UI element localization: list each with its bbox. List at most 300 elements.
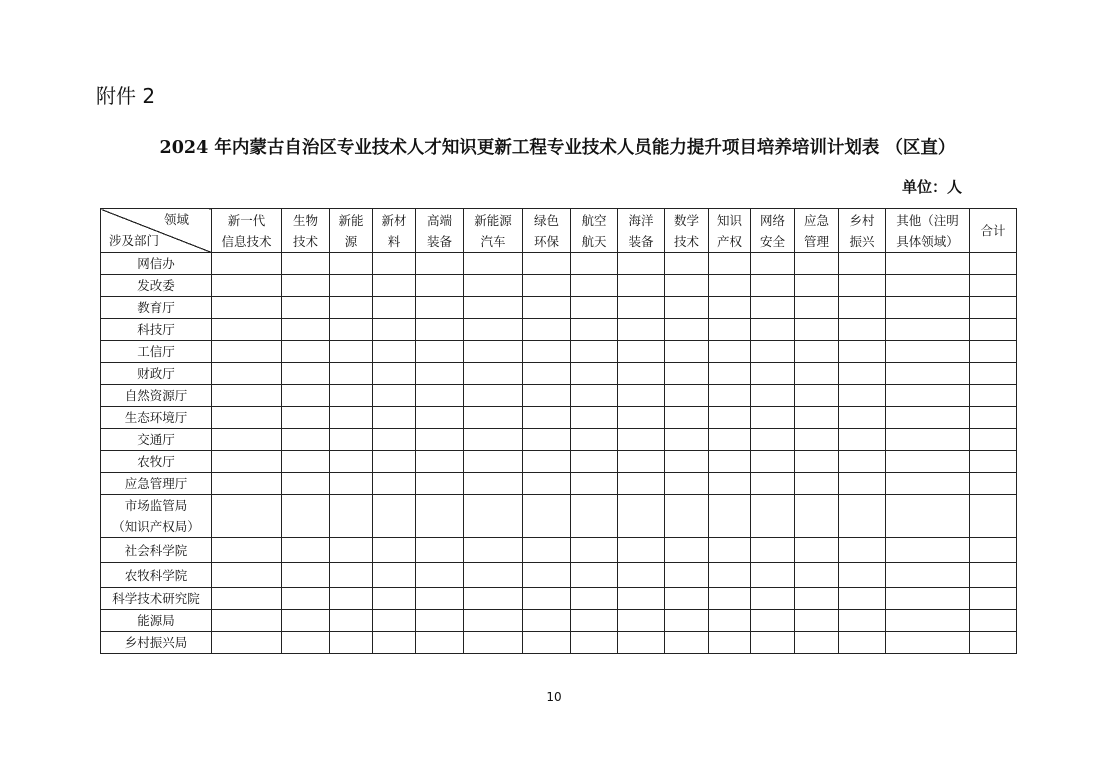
entry-cell[interactable]	[970, 385, 1017, 407]
entry-cell[interactable]	[571, 473, 618, 495]
entry-cell[interactable]	[464, 275, 523, 297]
entry-cell[interactable]	[464, 451, 523, 473]
entry-cell[interactable]	[839, 363, 886, 385]
entry-cell[interactable]	[282, 341, 330, 363]
entry-cell[interactable]	[464, 632, 523, 654]
entry-cell[interactable]	[709, 610, 751, 632]
entry-cell[interactable]	[373, 341, 416, 363]
department-label: 农牧厅	[137, 454, 175, 469]
entry-cell[interactable]	[665, 297, 709, 319]
entry-cell[interactable]	[795, 495, 839, 538]
entry-cell[interactable]	[464, 429, 523, 451]
entry-cell[interactable]	[416, 275, 464, 297]
entry-cell[interactable]	[464, 538, 523, 563]
entry-cell[interactable]	[282, 363, 330, 385]
entry-cell[interactable]	[464, 407, 523, 429]
column-header-line: 绿色	[533, 212, 559, 228]
entry-cell[interactable]	[618, 632, 665, 654]
entry-cell[interactable]	[709, 319, 751, 341]
entry-cell[interactable]	[795, 610, 839, 632]
entry-cell[interactable]	[970, 341, 1017, 363]
entry-cell[interactable]	[970, 275, 1017, 297]
entry-cell[interactable]	[795, 451, 839, 473]
column-header-line: 安全	[759, 233, 785, 249]
entry-cell[interactable]	[709, 407, 751, 429]
entry-cell[interactable]	[886, 275, 970, 297]
entry-cell[interactable]	[282, 275, 330, 297]
entry-cell[interactable]	[970, 429, 1017, 451]
entry-cell[interactable]	[416, 363, 464, 385]
entry-cell[interactable]	[839, 429, 886, 451]
entry-cell[interactable]	[416, 473, 464, 495]
department-label: 自然资源厅	[124, 388, 188, 403]
entry-cell[interactable]	[751, 632, 795, 654]
entry-cell[interactable]	[970, 632, 1017, 654]
entry-cell[interactable]	[665, 473, 709, 495]
entry-cell[interactable]	[464, 473, 523, 495]
entry-cell[interactable]	[886, 538, 970, 563]
entry-cell[interactable]	[665, 319, 709, 341]
entry-cell[interactable]	[618, 610, 665, 632]
department-label: 发改委	[137, 278, 175, 293]
entry-cell[interactable]	[886, 563, 970, 588]
entry-cell[interactable]	[282, 407, 330, 429]
entry-cell[interactable]	[751, 495, 795, 538]
entry-cell[interactable]	[373, 632, 416, 654]
entry-cell[interactable]	[839, 610, 886, 632]
column-header-line: 技术	[292, 233, 318, 249]
department-cell	[101, 473, 212, 495]
entry-cell[interactable]	[970, 253, 1017, 275]
entry-cell[interactable]	[212, 319, 282, 341]
entry-cell[interactable]	[523, 297, 571, 319]
entry-cell[interactable]	[709, 538, 751, 563]
entry-cell[interactable]	[970, 588, 1017, 610]
entry-cell[interactable]	[464, 563, 523, 588]
entry-cell[interactable]	[523, 275, 571, 297]
entry-cell[interactable]	[212, 632, 282, 654]
entry-cell[interactable]	[373, 407, 416, 429]
entry-cell[interactable]	[416, 407, 464, 429]
entry-cell[interactable]	[282, 632, 330, 654]
entry-cell[interactable]	[665, 407, 709, 429]
entry-cell[interactable]	[571, 319, 618, 341]
entry-cell[interactable]	[665, 429, 709, 451]
entry-cell[interactable]	[839, 275, 886, 297]
entry-cell[interactable]	[464, 363, 523, 385]
entry-cell[interactable]	[373, 538, 416, 563]
entry-cell[interactable]	[618, 429, 665, 451]
entry-cell[interactable]	[618, 495, 665, 538]
entry-cell[interactable]	[665, 538, 709, 563]
entry-cell[interactable]	[373, 610, 416, 632]
entry-cell[interactable]	[618, 451, 665, 473]
entry-cell[interactable]	[330, 451, 373, 473]
entry-cell[interactable]	[571, 275, 618, 297]
entry-cell[interactable]	[709, 341, 751, 363]
entry-cell[interactable]	[709, 588, 751, 610]
entry-cell[interactable]	[751, 429, 795, 451]
entry-cell[interactable]	[795, 473, 839, 495]
entry-cell[interactable]	[212, 429, 282, 451]
entry-cell[interactable]	[795, 538, 839, 563]
entry-cell[interactable]	[416, 538, 464, 563]
entry-cell[interactable]	[618, 275, 665, 297]
entry-cell[interactable]	[618, 363, 665, 385]
department-label: 社会科学院	[124, 542, 188, 558]
entry-cell[interactable]	[212, 407, 282, 429]
entry-cell[interactable]	[709, 451, 751, 473]
entry-cell[interactable]	[665, 632, 709, 654]
column-header-line: 信息技术	[221, 233, 272, 249]
entry-cell[interactable]	[839, 473, 886, 495]
entry-cell[interactable]	[886, 588, 970, 610]
entry-cell[interactable]	[373, 319, 416, 341]
entry-cell[interactable]	[886, 610, 970, 632]
entry-cell[interactable]	[373, 563, 416, 588]
entry-cell[interactable]	[212, 473, 282, 495]
entry-cell[interactable]	[330, 473, 373, 495]
entry-cell[interactable]	[523, 588, 571, 610]
entry-cell[interactable]	[571, 495, 618, 538]
entry-cell[interactable]	[282, 429, 330, 451]
entry-cell[interactable]	[618, 473, 665, 495]
department-label: 能源局	[137, 613, 175, 628]
entry-cell[interactable]	[618, 319, 665, 341]
entry-cell[interactable]	[709, 297, 751, 319]
entry-cell[interactable]	[665, 495, 709, 538]
entry-cell[interactable]	[330, 563, 373, 588]
entry-cell[interactable]	[330, 429, 373, 451]
entry-cell[interactable]	[970, 538, 1017, 563]
column-header	[373, 209, 416, 253]
entry-cell[interactable]	[795, 632, 839, 654]
entry-cell[interactable]	[464, 385, 523, 407]
entry-cell[interactable]	[523, 538, 571, 563]
entry-cell[interactable]	[330, 588, 373, 610]
entry-cell[interactable]	[571, 385, 618, 407]
column-header-line: 装备	[628, 233, 654, 249]
entry-cell[interactable]	[751, 473, 795, 495]
entry-cell[interactable]	[886, 319, 970, 341]
entry-cell[interactable]	[282, 253, 330, 275]
entry-cell[interactable]	[282, 610, 330, 632]
entry-cell[interactable]	[751, 341, 795, 363]
entry-cell[interactable]	[665, 275, 709, 297]
entry-cell[interactable]	[282, 451, 330, 473]
entry-cell[interactable]	[464, 495, 523, 538]
entry-cell[interactable]	[751, 588, 795, 610]
entry-cell[interactable]	[970, 319, 1017, 341]
entry-cell[interactable]	[282, 385, 330, 407]
department-cell	[101, 297, 212, 319]
entry-cell[interactable]	[709, 385, 751, 407]
department-label: 财政厅	[137, 366, 175, 381]
entry-cell[interactable]	[282, 319, 330, 341]
entry-cell[interactable]	[795, 588, 839, 610]
entry-cell[interactable]	[571, 538, 618, 563]
entry-cell[interactable]	[523, 610, 571, 632]
entry-cell[interactable]	[523, 429, 571, 451]
entry-cell[interactable]	[373, 451, 416, 473]
entry-cell[interactable]	[330, 610, 373, 632]
entry-cell[interactable]	[709, 495, 751, 538]
entry-cell[interactable]	[970, 407, 1017, 429]
entry-cell[interactable]	[330, 407, 373, 429]
entry-cell[interactable]	[665, 451, 709, 473]
entry-cell[interactable]	[709, 363, 751, 385]
entry-cell[interactable]	[330, 632, 373, 654]
entry-cell[interactable]	[373, 473, 416, 495]
department-label: 科技厅	[137, 322, 175, 337]
entry-cell[interactable]	[886, 407, 970, 429]
entry-cell[interactable]	[330, 275, 373, 297]
entry-cell[interactable]	[839, 538, 886, 563]
entry-cell[interactable]	[751, 363, 795, 385]
entry-cell[interactable]	[709, 563, 751, 588]
entry-cell[interactable]	[751, 563, 795, 588]
department-cell	[101, 385, 212, 407]
entry-cell[interactable]	[618, 385, 665, 407]
entry-cell[interactable]	[665, 563, 709, 588]
entry-cell[interactable]	[839, 632, 886, 654]
column-header-line: 产权	[716, 233, 742, 249]
entry-cell[interactable]	[373, 385, 416, 407]
entry-cell[interactable]	[795, 297, 839, 319]
entry-cell[interactable]	[839, 253, 886, 275]
entry-cell[interactable]	[212, 297, 282, 319]
entry-cell[interactable]	[523, 385, 571, 407]
entry-cell[interactable]	[416, 588, 464, 610]
entry-cell[interactable]	[839, 341, 886, 363]
column-header-line: 新能	[338, 212, 364, 228]
entry-cell[interactable]	[665, 341, 709, 363]
entry-cell[interactable]	[970, 563, 1017, 588]
entry-cell[interactable]	[795, 275, 839, 297]
column-header	[751, 209, 795, 253]
entry-cell[interactable]	[523, 451, 571, 473]
entry-cell[interactable]	[416, 385, 464, 407]
entry-cell[interactable]	[618, 563, 665, 588]
entry-cell[interactable]	[751, 407, 795, 429]
entry-cell[interactable]	[330, 341, 373, 363]
entry-cell[interactable]	[523, 632, 571, 654]
entry-cell[interactable]	[970, 363, 1017, 385]
entry-cell[interactable]	[523, 495, 571, 538]
entry-cell[interactable]	[373, 253, 416, 275]
entry-cell[interactable]	[751, 253, 795, 275]
entry-cell[interactable]	[330, 297, 373, 319]
entry-cell[interactable]	[416, 341, 464, 363]
entry-cell[interactable]	[970, 451, 1017, 473]
entry-cell[interactable]	[571, 363, 618, 385]
entry-cell[interactable]	[416, 563, 464, 588]
entry-cell[interactable]	[571, 563, 618, 588]
entry-cell[interactable]	[795, 429, 839, 451]
entry-cell[interactable]	[416, 632, 464, 654]
entry-cell[interactable]	[464, 610, 523, 632]
entry-cell[interactable]	[373, 297, 416, 319]
department-cell	[101, 588, 212, 610]
column-header	[571, 209, 618, 253]
column-header-line: 海洋	[628, 212, 654, 228]
entry-cell[interactable]	[330, 385, 373, 407]
entry-cell[interactable]	[212, 588, 282, 610]
table-row	[101, 319, 1017, 341]
entry-cell[interactable]	[282, 473, 330, 495]
entry-cell[interactable]	[416, 495, 464, 538]
entry-cell[interactable]	[571, 632, 618, 654]
entry-cell[interactable]	[839, 319, 886, 341]
entry-cell[interactable]	[571, 610, 618, 632]
entry-cell[interactable]	[464, 253, 523, 275]
entry-cell[interactable]	[571, 341, 618, 363]
entry-cell[interactable]	[571, 429, 618, 451]
entry-cell[interactable]	[523, 563, 571, 588]
entry-cell[interactable]	[416, 610, 464, 632]
entry-cell[interactable]	[571, 588, 618, 610]
entry-cell[interactable]	[751, 275, 795, 297]
entry-cell[interactable]	[795, 385, 839, 407]
entry-cell[interactable]	[839, 297, 886, 319]
entry-cell[interactable]	[665, 588, 709, 610]
entry-cell[interactable]	[970, 610, 1017, 632]
entry-cell[interactable]	[709, 632, 751, 654]
entry-cell[interactable]	[282, 588, 330, 610]
entry-cell[interactable]	[751, 538, 795, 563]
entry-cell[interactable]	[416, 429, 464, 451]
entry-cell[interactable]	[571, 297, 618, 319]
entry-cell[interactable]	[416, 297, 464, 319]
entry-cell[interactable]	[886, 632, 970, 654]
entry-cell[interactable]	[709, 275, 751, 297]
entry-cell[interactable]	[839, 588, 886, 610]
entry-cell[interactable]	[212, 341, 282, 363]
entry-cell[interactable]	[839, 563, 886, 588]
entry-cell[interactable]	[751, 610, 795, 632]
entry-cell[interactable]	[751, 297, 795, 319]
entry-cell[interactable]	[464, 341, 523, 363]
entry-cell[interactable]	[665, 363, 709, 385]
entry-cell[interactable]	[464, 319, 523, 341]
entry-cell[interactable]	[282, 538, 330, 563]
entry-cell[interactable]	[970, 297, 1017, 319]
entry-cell[interactable]	[523, 473, 571, 495]
entry-cell[interactable]	[330, 319, 373, 341]
entry-cell[interactable]	[212, 385, 282, 407]
entry-cell[interactable]	[795, 363, 839, 385]
entry-cell[interactable]	[839, 407, 886, 429]
entry-cell[interactable]	[886, 253, 970, 275]
entry-cell[interactable]	[373, 275, 416, 297]
entry-cell[interactable]	[795, 319, 839, 341]
entry-cell[interactable]	[839, 451, 886, 473]
entry-cell[interactable]	[886, 341, 970, 363]
entry-cell[interactable]	[523, 253, 571, 275]
entry-cell[interactable]	[464, 588, 523, 610]
entry-cell[interactable]	[886, 385, 970, 407]
table-row	[101, 538, 1017, 563]
entry-cell[interactable]	[970, 495, 1017, 538]
entry-cell[interactable]	[330, 495, 373, 538]
entry-cell[interactable]	[970, 473, 1017, 495]
entry-cell[interactable]	[709, 473, 751, 495]
entry-cell[interactable]	[523, 341, 571, 363]
entry-cell[interactable]	[373, 363, 416, 385]
entry-cell[interactable]	[373, 588, 416, 610]
entry-cell[interactable]	[839, 385, 886, 407]
entry-cell[interactable]	[330, 363, 373, 385]
entry-cell[interactable]	[330, 538, 373, 563]
entry-cell[interactable]	[282, 563, 330, 588]
entry-cell[interactable]	[618, 588, 665, 610]
entry-cell[interactable]	[795, 253, 839, 275]
entry-cell[interactable]	[330, 253, 373, 275]
entry-cell[interactable]	[416, 451, 464, 473]
entry-cell[interactable]	[795, 407, 839, 429]
entry-cell[interactable]	[886, 429, 970, 451]
entry-cell[interactable]	[886, 451, 970, 473]
entry-cell[interactable]	[709, 429, 751, 451]
entry-cell[interactable]	[212, 610, 282, 632]
entry-cell[interactable]	[618, 297, 665, 319]
entry-cell[interactable]	[886, 297, 970, 319]
entry-cell[interactable]	[212, 363, 282, 385]
entry-cell[interactable]	[373, 429, 416, 451]
entry-cell[interactable]	[751, 451, 795, 473]
entry-cell[interactable]	[795, 341, 839, 363]
entry-cell[interactable]	[665, 610, 709, 632]
entry-cell[interactable]	[212, 538, 282, 563]
entry-cell[interactable]	[212, 451, 282, 473]
entry-cell[interactable]	[886, 363, 970, 385]
entry-cell[interactable]	[212, 563, 282, 588]
entry-cell[interactable]	[665, 253, 709, 275]
entry-cell[interactable]	[709, 253, 751, 275]
entry-cell[interactable]	[416, 319, 464, 341]
entry-cell[interactable]	[523, 407, 571, 429]
entry-cell[interactable]	[571, 451, 618, 473]
entry-cell[interactable]	[464, 297, 523, 319]
column-header-line: 管理	[803, 233, 829, 249]
column-header	[839, 209, 886, 253]
entry-cell[interactable]	[571, 407, 618, 429]
entry-cell[interactable]	[282, 495, 330, 538]
entry-cell[interactable]	[212, 495, 282, 538]
entry-cell[interactable]	[665, 385, 709, 407]
entry-cell[interactable]	[618, 538, 665, 563]
entry-cell[interactable]	[618, 253, 665, 275]
entry-cell[interactable]	[571, 253, 618, 275]
entry-cell[interactable]	[523, 363, 571, 385]
entry-cell[interactable]	[373, 495, 416, 538]
entry-cell[interactable]	[751, 385, 795, 407]
table-row	[101, 563, 1017, 588]
entry-cell[interactable]	[282, 297, 330, 319]
entry-cell[interactable]	[886, 495, 970, 538]
department-cell	[101, 538, 212, 563]
entry-cell[interactable]	[523, 319, 571, 341]
entry-cell[interactable]	[795, 563, 839, 588]
entry-cell[interactable]	[751, 319, 795, 341]
entry-cell[interactable]	[618, 341, 665, 363]
entry-cell[interactable]	[212, 253, 282, 275]
entry-cell[interactable]	[212, 275, 282, 297]
entry-cell[interactable]	[618, 407, 665, 429]
entry-cell[interactable]	[839, 495, 886, 538]
entry-cell[interactable]	[886, 473, 970, 495]
entry-cell[interactable]	[416, 253, 464, 275]
